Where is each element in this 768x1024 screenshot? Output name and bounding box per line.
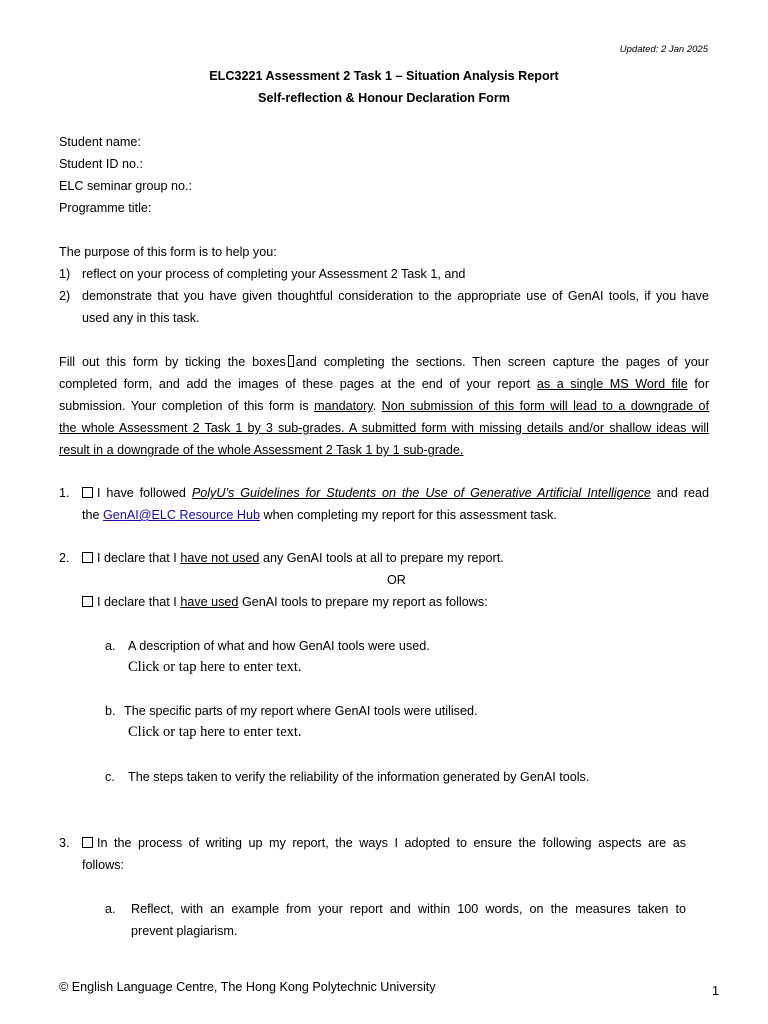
instructions-underlined: Non submission of this form will lead to a downgrade of — [381, 399, 710, 413]
q2-text: any GenAI tools at all to prepare my report. — [262, 551, 504, 565]
q2-not-used-checkbox[interactable] — [82, 552, 93, 563]
q3-text: In the process of writing up my report, the ways I adopted to ensure the following aspects are as — [97, 836, 686, 850]
sub-question-text: The steps taken to verify the reliability of the information generated by GenAI tools. — [128, 770, 590, 784]
instructions-mandatory: mandatory — [314, 399, 373, 413]
field-student-id[interactable]: Student ID no.: — [59, 157, 144, 171]
instructions-line — [59, 377, 709, 391]
sub-letter: b. — [105, 704, 116, 718]
q3-checkbox[interactable] — [82, 837, 93, 848]
q2-text: I declare that I — [97, 551, 177, 565]
sub-letter: c. — [105, 770, 115, 784]
purpose-intro: The purpose of this form is to help you: — [59, 245, 277, 259]
instructions-text: completed form, and add the images of these pages at the end of your report — [59, 377, 531, 391]
purpose-item-text: demonstrate that you have given thoughtful consideration to the appropriate use of GenAI tools, if you have — [82, 289, 709, 303]
instructions-line: the whole Assessment 2 Task 1 by 3 sub-grades. A submitted form with missing details and/or shallow ideas will — [59, 421, 709, 435]
text-entry-placeholder[interactable]: Click or tap here to enter text. — [128, 659, 302, 675]
purpose-item-text-cont: used any in this task. — [82, 311, 200, 325]
sub-question-text: A description of what and how GenAI tools were used. — [128, 639, 430, 653]
purpose-item-number: 1) — [59, 267, 71, 281]
page-number: 1 — [712, 984, 720, 998]
instructions-underlined: as a single MS Word file — [536, 377, 688, 391]
instructions-text: . — [372, 399, 377, 413]
checkbox-glyph-icon — [288, 355, 294, 367]
sub-question-text: Reflect, with an example from your report and within 100 words, on the measures taken to — [131, 902, 686, 916]
q2-option-not-used — [82, 551, 504, 565]
sub-letter: a. — [105, 639, 116, 653]
q3-line-cont: follows: — [82, 858, 124, 872]
purpose-item-number: 2) — [59, 289, 71, 303]
q2-underlined: have not used — [180, 551, 260, 565]
q2-text: GenAI tools to prepare my report as follows: — [241, 595, 488, 609]
resource-hub-link[interactable]: GenAI@ELC Resource Hub — [103, 508, 261, 522]
text-entry-placeholder[interactable]: Click or tap here to enter text. — [128, 724, 302, 740]
question-number: 3. — [59, 836, 70, 850]
question-number: 2. — [59, 551, 70, 565]
q1-line — [82, 508, 557, 522]
q1-text: and read — [656, 486, 709, 500]
field-seminar-group[interactable]: ELC seminar group no.: — [59, 179, 193, 193]
instructions-text: Fill out this form by ticking the boxes — [59, 355, 286, 369]
purpose-item-text: reflect on your process of completing your Assessment 2 Task 1, and — [82, 267, 466, 281]
q1-text: the — [82, 508, 100, 522]
document-subtitle: Self-reflection & Honour Declaration Form — [258, 91, 510, 105]
instructions-text: for — [694, 377, 710, 391]
guidelines-title: PolyU’s Guidelines for Students on the Use of Generative Artificial Intelligence — [191, 486, 651, 500]
document-title: ELC3221 Assessment 2 Task 1 – Situation Analysis Report — [209, 69, 559, 83]
instructions-line — [59, 399, 709, 413]
instructions-line — [59, 355, 709, 369]
q2-used-checkbox[interactable] — [82, 596, 93, 607]
instructions-text: and completing the sections. Then screen capture the pages of your — [295, 355, 709, 369]
sub-question-text: The specific parts of my report where GenAI tools were utilised. — [124, 704, 478, 718]
q1-checkbox[interactable] — [82, 487, 93, 498]
q1-line — [82, 486, 709, 500]
updated-date: Updated: 2 Jan 2025 — [619, 44, 708, 55]
sub-question-text-cont: prevent plagiarism. — [131, 924, 238, 938]
q1-text: when completing my report for this assessment task. — [263, 508, 557, 522]
q2-text: I declare that I — [97, 595, 177, 609]
q2-option-used — [82, 595, 488, 609]
question-number: 1. — [59, 486, 70, 500]
q3-line — [82, 836, 686, 850]
instructions-line: result in a downgrade of the whole Assessment 2 Task 1 by 1 sub-grade. — [59, 443, 464, 457]
field-programme-title[interactable]: Programme title: — [59, 201, 152, 215]
or-separator: OR — [387, 573, 406, 587]
footer-copyright: © English Language Centre, The Hong Kong Polytechnic University — [59, 980, 436, 994]
instructions-text: submission. Your completion of this form is — [59, 399, 309, 413]
q2-underlined: have used — [180, 595, 239, 609]
q1-text: I have followed — [97, 486, 186, 500]
sub-letter: a. — [105, 902, 116, 916]
field-student-name[interactable]: Student name: — [59, 135, 141, 149]
